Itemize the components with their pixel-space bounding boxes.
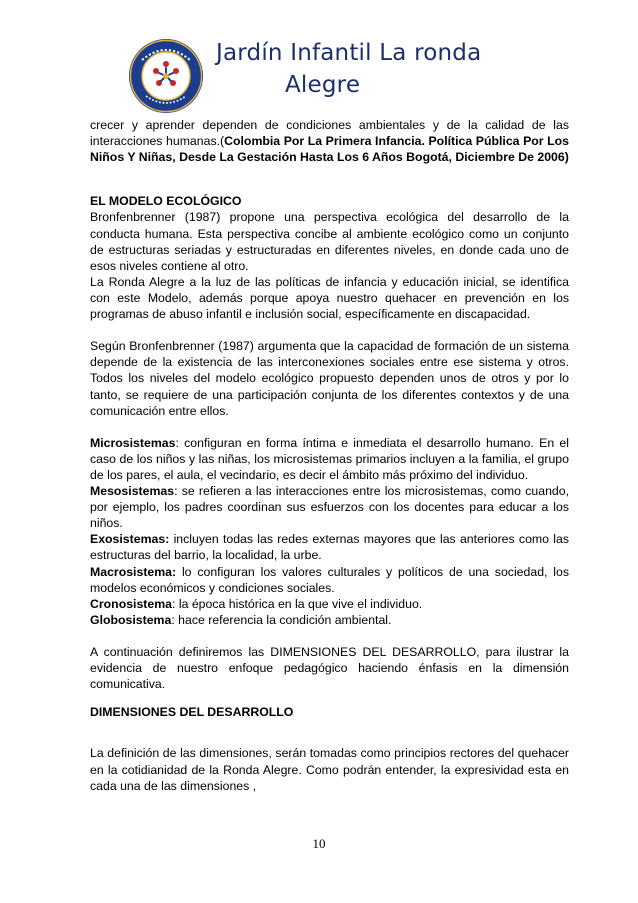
definition-exosistemas — [90, 531, 569, 563]
header-title-line1: Jardín Infantil La ronda — [216, 40, 482, 66]
term-globosistema: Globosistema — [90, 612, 172, 627]
definition-text: : la época histórica en la que vive el individuo. — [172, 596, 423, 611]
definition-cronosistema — [90, 596, 569, 612]
page-number: 10 — [312, 836, 326, 851]
definition-macrosistema — [90, 564, 569, 596]
heading-text: DIMENSIONES DEL DESARROLLO — [90, 705, 294, 720]
paragraph-dimensions-intro: A continuación definiremos las DIMENSIONES DEL DESARROLLO, para ilustrar la evidencia de nuestro enfoque pedagógico haciendo énfasis en la dimensión comunicativa. — [90, 645, 569, 692]
intro-text: crecer y aprender dependen de condiciones ambientales y de la calidad de las interacciones humanas.( — [90, 118, 569, 149]
definition-microsistemas — [90, 435, 569, 483]
document-body — [90, 117, 569, 794]
kindergarten-logo-icon — [128, 38, 204, 114]
definition-text: : se refieren a las interacciones entre los microsistemas, como cuando, por ejemplo, los padres coordinan sus esfuerzos con los docentes para educar a los niños. — [90, 484, 569, 531]
header-title-line2: Alegre — [285, 72, 361, 98]
term-macrosistema: Macrosistema: — [90, 564, 177, 579]
term-exosistemas: Exosistemas: — [90, 532, 170, 547]
section-heading-ecological-model — [90, 193, 569, 209]
definition-mesosistemas — [90, 483, 569, 531]
definition-text: : configuran en forma íntima e inmediata el desarrollo humano. En el caso de los niños y las niñas, los microsistemas primarios incluyen a la familia, el grupo de los pares, el aula, el vecindario, es decir el ámbito más próximo del individuo. — [90, 435, 569, 482]
definition-text: incluyen todas las redes externas mayores que las anteriores como las estructuras del barrio, la localidad, la urbe. — [90, 532, 569, 563]
term-microsistemas: Microsistemas — [90, 435, 176, 450]
term-mesosistemas: Mesosistemas — [90, 484, 175, 499]
intro-citation: Colombia Por La Primera Infancia. Política Pública Por Los Niños Y Niñas, Desde La Gestación Hasta Los 6 Años Bogotá, Diciembre De 2006) — [90, 134, 569, 165]
paragraph-ronda-alegre: La Ronda Alegre a la luz de las políticas de infancia y educación inicial, se identifica con este Modelo, además porque apoya nuestro quehacer en prevención en los programas de abuso infantil e inclusión social, específicamente en discapacidad. — [90, 274, 569, 322]
paragraph-segun: Según Bronfenbrenner (1987) argumenta que la capacidad de formación de un sistema depende de la existencia de las interconexiones sociales entre ese sistema y otros. Todos los niveles del modelo ecológico propuesto dependen unos de otros y por lo tanto, se requiere de una participación conjunta de los diferentes contextos y de una comunicación entre ellos. — [90, 339, 569, 418]
page-header — [0, 0, 638, 112]
paragraph-bronfenbrenner: Bronfenbrenner (1987) propone una perspectiva ecológica del desarrollo de la conducta humana. Esta perspectiva concibe al ambiente ecológico como un conjunto de estructuras seriadas y estructuradas en diferentes niveles, en donde cada uno de esos niveles contiene al otro. — [90, 210, 569, 273]
term-cronosistema: Cronosistema — [90, 596, 173, 611]
definition-text: : hace referencia la condición ambiental. — [171, 612, 392, 627]
paragraph-dimensions-definition: La definición de las dimensiones, serán tomadas como principios rectores del quehacer en la cotidianidad de la Ronda Alegre. Como podrán entender, la expresividad esta en cada una de las dimensiones , — [90, 746, 569, 793]
paragraph-intro — [90, 117, 569, 165]
definition-text: lo configuran los valores culturales y políticos de una sociedad, los modelos económicos y condiciones sociales. — [90, 564, 569, 595]
definition-globosistema — [90, 612, 569, 628]
heading-text: EL MODELO ECOLÓGICO — [90, 194, 242, 209]
section-heading-dimensions — [90, 704, 569, 720]
